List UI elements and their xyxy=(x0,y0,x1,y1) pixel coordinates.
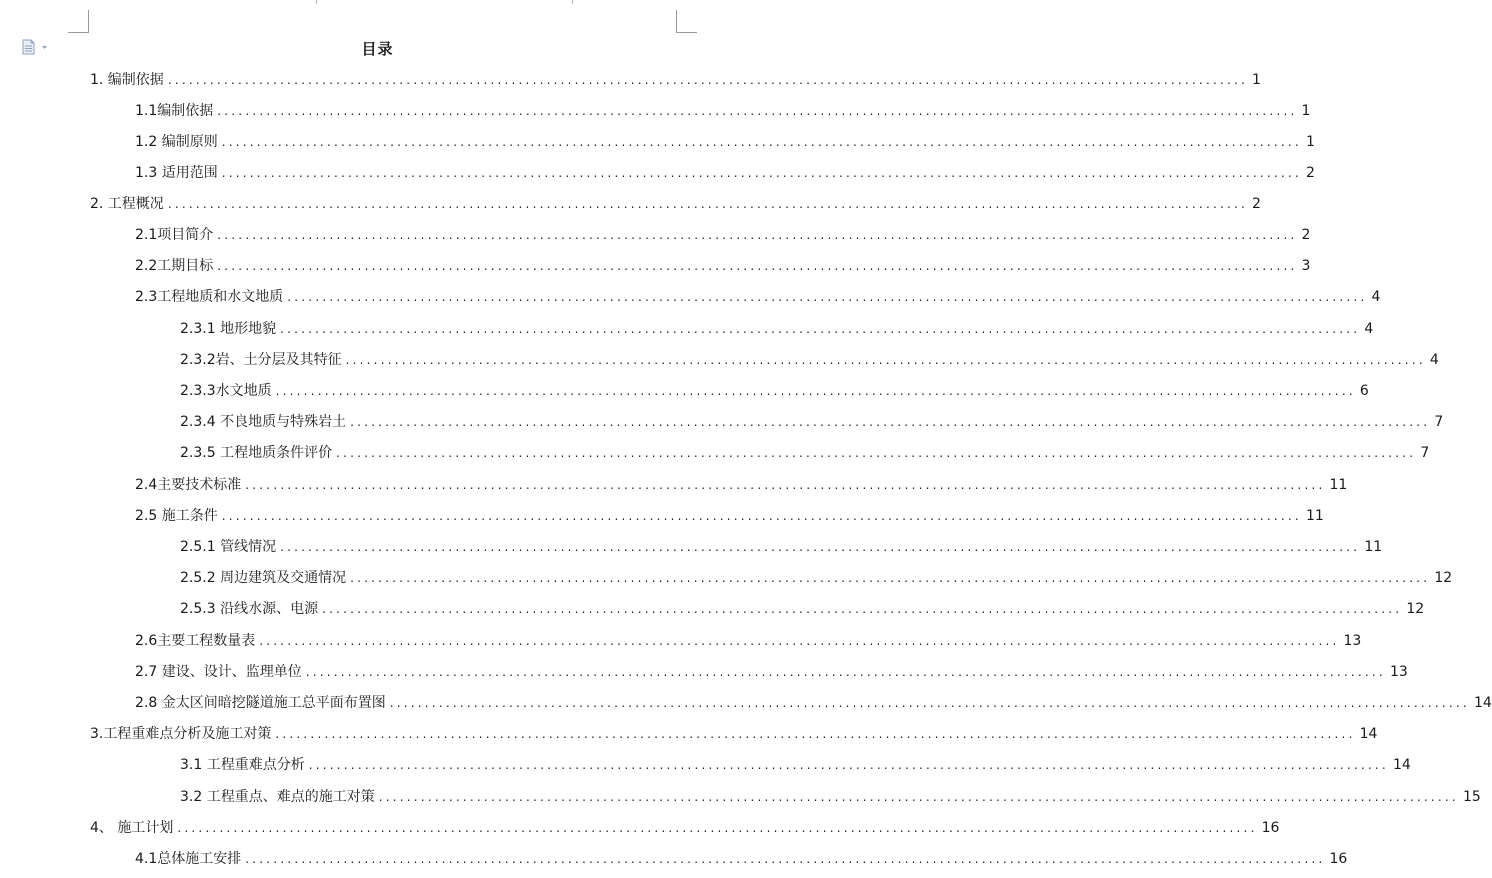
ruler-tick xyxy=(572,0,573,4)
margin-corner-mark-right xyxy=(676,10,697,33)
toc-title: 目录 xyxy=(361,40,394,58)
toc-entry-label: 2.4主要技术标准 xyxy=(135,477,242,493)
toc-entry[interactable] xyxy=(135,256,1311,276)
toc-leader-dots: .......................................................................................................................................................... xyxy=(217,104,1298,118)
toc-entry[interactable] xyxy=(180,443,1430,463)
toc-entry-label: 4、 施工计划 xyxy=(90,820,174,836)
toc-leader-dots: .......................................................................................................................................................... xyxy=(167,73,1249,87)
toc-entry[interactable] xyxy=(180,319,1374,339)
toc-leader-dots: .......................................................................................................................................................... xyxy=(308,758,1389,772)
toc-entry-label: 2.2工期目标 xyxy=(135,258,214,274)
toc-leader-dots: .......................................................................................................................................................... xyxy=(167,197,1249,211)
toc-entry-label: 2.1项目简介 xyxy=(135,227,214,243)
toc-page-number: 7 xyxy=(1420,445,1430,461)
toc-leader-dots: .......................................................................................................................................................... xyxy=(177,821,1258,835)
toc-entry[interactable] xyxy=(135,506,1324,526)
toc-entry-label: 1.1编制依据 xyxy=(135,103,214,119)
toc-leader-dots: .......................................................................................................................................................... xyxy=(305,665,1386,679)
toc-entry[interactable] xyxy=(135,132,1315,152)
toc-entry-label: 2.8 金太区间暗挖隧道施工总平面布置图 xyxy=(135,695,386,711)
toc-page-number: 11 xyxy=(1305,508,1324,524)
toc-page-number: 13 xyxy=(1343,633,1362,649)
toc-leader-dots: .......................................................................................................................................................... xyxy=(217,228,1298,242)
toc-entry[interactable] xyxy=(180,787,1481,807)
toc-entry[interactable] xyxy=(180,537,1383,557)
toc-entry[interactable] xyxy=(90,194,1261,214)
toc-entry[interactable] xyxy=(90,70,1261,90)
toc-entry[interactable] xyxy=(180,599,1425,619)
toc-page-number: 16 xyxy=(1261,820,1280,836)
toc-leader-dots: .......................................................................................................................................................... xyxy=(245,852,1326,866)
toc-page-number: 14 xyxy=(1392,757,1411,773)
toc-page-number: 11 xyxy=(1329,477,1348,493)
toc-leader-dots: .......................................................................................................................................................... xyxy=(389,696,1470,710)
toc-leader-dots: .......................................................................................................................................................... xyxy=(345,353,1426,367)
toc-page-number: 14 xyxy=(1359,726,1378,742)
toc-leader-dots: .......................................................................................................................................................... xyxy=(336,446,1417,460)
toc-page-number: 2 xyxy=(1305,165,1315,181)
toc-entry-label: 2.3.3水文地质 xyxy=(180,383,272,399)
toc-entry[interactable] xyxy=(135,849,1348,869)
toc-leader-dots: .......................................................................................................................................................... xyxy=(221,135,1302,149)
toc-page-number: 14 xyxy=(1473,695,1492,711)
ruler-tick xyxy=(316,0,317,4)
toc-page-number: 12 xyxy=(1434,570,1453,586)
toc-page-number: 2 xyxy=(1301,227,1311,243)
toc-page-number: 4 xyxy=(1429,352,1439,368)
toc-leader-dots: .......................................................................................................................................................... xyxy=(217,259,1298,273)
toc-leader-dots: .......................................................................................................................................................... xyxy=(287,290,1368,304)
toc-entry-label: 2.5.2 周边建筑及交通情况 xyxy=(180,570,347,586)
toc-entry-label: 1.3 适用范围 xyxy=(135,165,218,181)
toc-entry-label: 2.5.1 管线情况 xyxy=(180,539,277,555)
toc-page-number: 11 xyxy=(1364,539,1383,555)
toc-entry[interactable] xyxy=(90,818,1280,838)
toc-page-number: 7 xyxy=(1434,414,1444,430)
toc-page-number: 4 xyxy=(1364,321,1374,337)
toc-page-number: 12 xyxy=(1406,601,1425,617)
toc-page-number: 1 xyxy=(1252,72,1261,88)
toc-page-number: 1 xyxy=(1305,134,1315,150)
toc-entry[interactable] xyxy=(180,381,1369,401)
toc-leader-dots: .......................................................................................................................................................... xyxy=(245,478,1326,492)
toc-leader-dots: .......................................................................................................................................................... xyxy=(275,727,1356,741)
toc-entry-label: 2.3.1 地形地貌 xyxy=(180,321,277,337)
toc-leader-dots: .......................................................................................................................................................... xyxy=(378,790,1459,804)
toc-entry[interactable] xyxy=(135,631,1362,651)
toc-entry[interactable] xyxy=(135,662,1408,682)
toc-entry-label: 3.1 工程重难点分析 xyxy=(180,757,305,773)
toc-leader-dots: .......................................................................................................................................................... xyxy=(275,384,1356,398)
toc-entry[interactable] xyxy=(180,350,1439,370)
toc-page-number: 4 xyxy=(1371,289,1381,305)
toc-leader-dots: .......................................................................................................................................................... xyxy=(322,602,1403,616)
toc-entry-label: 3.2 工程重点、难点的施工对策 xyxy=(180,789,375,805)
toc-entry-label: 4.1总体施工安排 xyxy=(135,851,242,867)
toc-leader-dots: .......................................................................................................................................................... xyxy=(350,415,1431,429)
toc-entry[interactable] xyxy=(135,475,1348,495)
toc-page-number: 15 xyxy=(1462,789,1481,805)
toc-page-number: 3 xyxy=(1301,258,1311,274)
toc-entry-label: 2.3.4 不良地质与特殊岩土 xyxy=(180,414,347,430)
toc-leader-dots: .......................................................................................................................................................... xyxy=(221,166,1302,180)
ruler-strip xyxy=(0,0,755,5)
toc-entry[interactable] xyxy=(90,724,1378,744)
toc-entry-label: 1. 编制依据 xyxy=(90,72,164,88)
toc-leader-dots: .......................................................................................................................................................... xyxy=(350,571,1431,585)
toc-leader-dots: .......................................................................................................................................................... xyxy=(259,634,1340,648)
toc-entry-label: 2.3工程地质和水文地质 xyxy=(135,289,284,305)
toc-page-number: 1 xyxy=(1301,103,1311,119)
toc-entry[interactable] xyxy=(135,163,1315,183)
margin-corner-mark-left xyxy=(68,10,89,33)
toc-leader-dots: .......................................................................................................................................................... xyxy=(280,322,1361,336)
toc-entry[interactable] xyxy=(180,568,1453,588)
toc-entry[interactable] xyxy=(135,693,1492,713)
toc-entry[interactable] xyxy=(180,755,1411,775)
toc-page-number: 16 xyxy=(1329,851,1348,867)
toc-page-number: 6 xyxy=(1359,383,1369,399)
toc-leader-dots: .......................................................................................................................................................... xyxy=(221,509,1302,523)
toc-entry-label: 2.6主要工程数量表 xyxy=(135,633,256,649)
toc-entry-label: 1.2 编制原则 xyxy=(135,134,218,150)
toc-entry-label: 2.7 建设、设计、监理单位 xyxy=(135,664,302,680)
toc-page-number: 2 xyxy=(1252,196,1261,212)
toc-entry-label: 2.3.5 工程地质条件评价 xyxy=(180,445,333,461)
toc-entry[interactable] xyxy=(135,225,1311,245)
toc-entry-label: 2.3.2岩、土分层及其特征 xyxy=(180,352,342,368)
toc-entry-label: 2.5.3 沿线水源、电源 xyxy=(180,601,319,617)
toc-page-number: 13 xyxy=(1389,664,1408,680)
toc-entry-label: 2. 工程概况 xyxy=(90,196,164,212)
toc-entry[interactable] xyxy=(135,101,1311,121)
toc-entry[interactable] xyxy=(180,412,1444,432)
toc-leader-dots: .......................................................................................................................................................... xyxy=(280,540,1361,554)
toc-entry-label: 3.工程重难点分析及施工对策 xyxy=(90,726,272,742)
toc-entry-label: 2.5 施工条件 xyxy=(135,508,218,524)
toc-entry[interactable] xyxy=(135,287,1381,307)
